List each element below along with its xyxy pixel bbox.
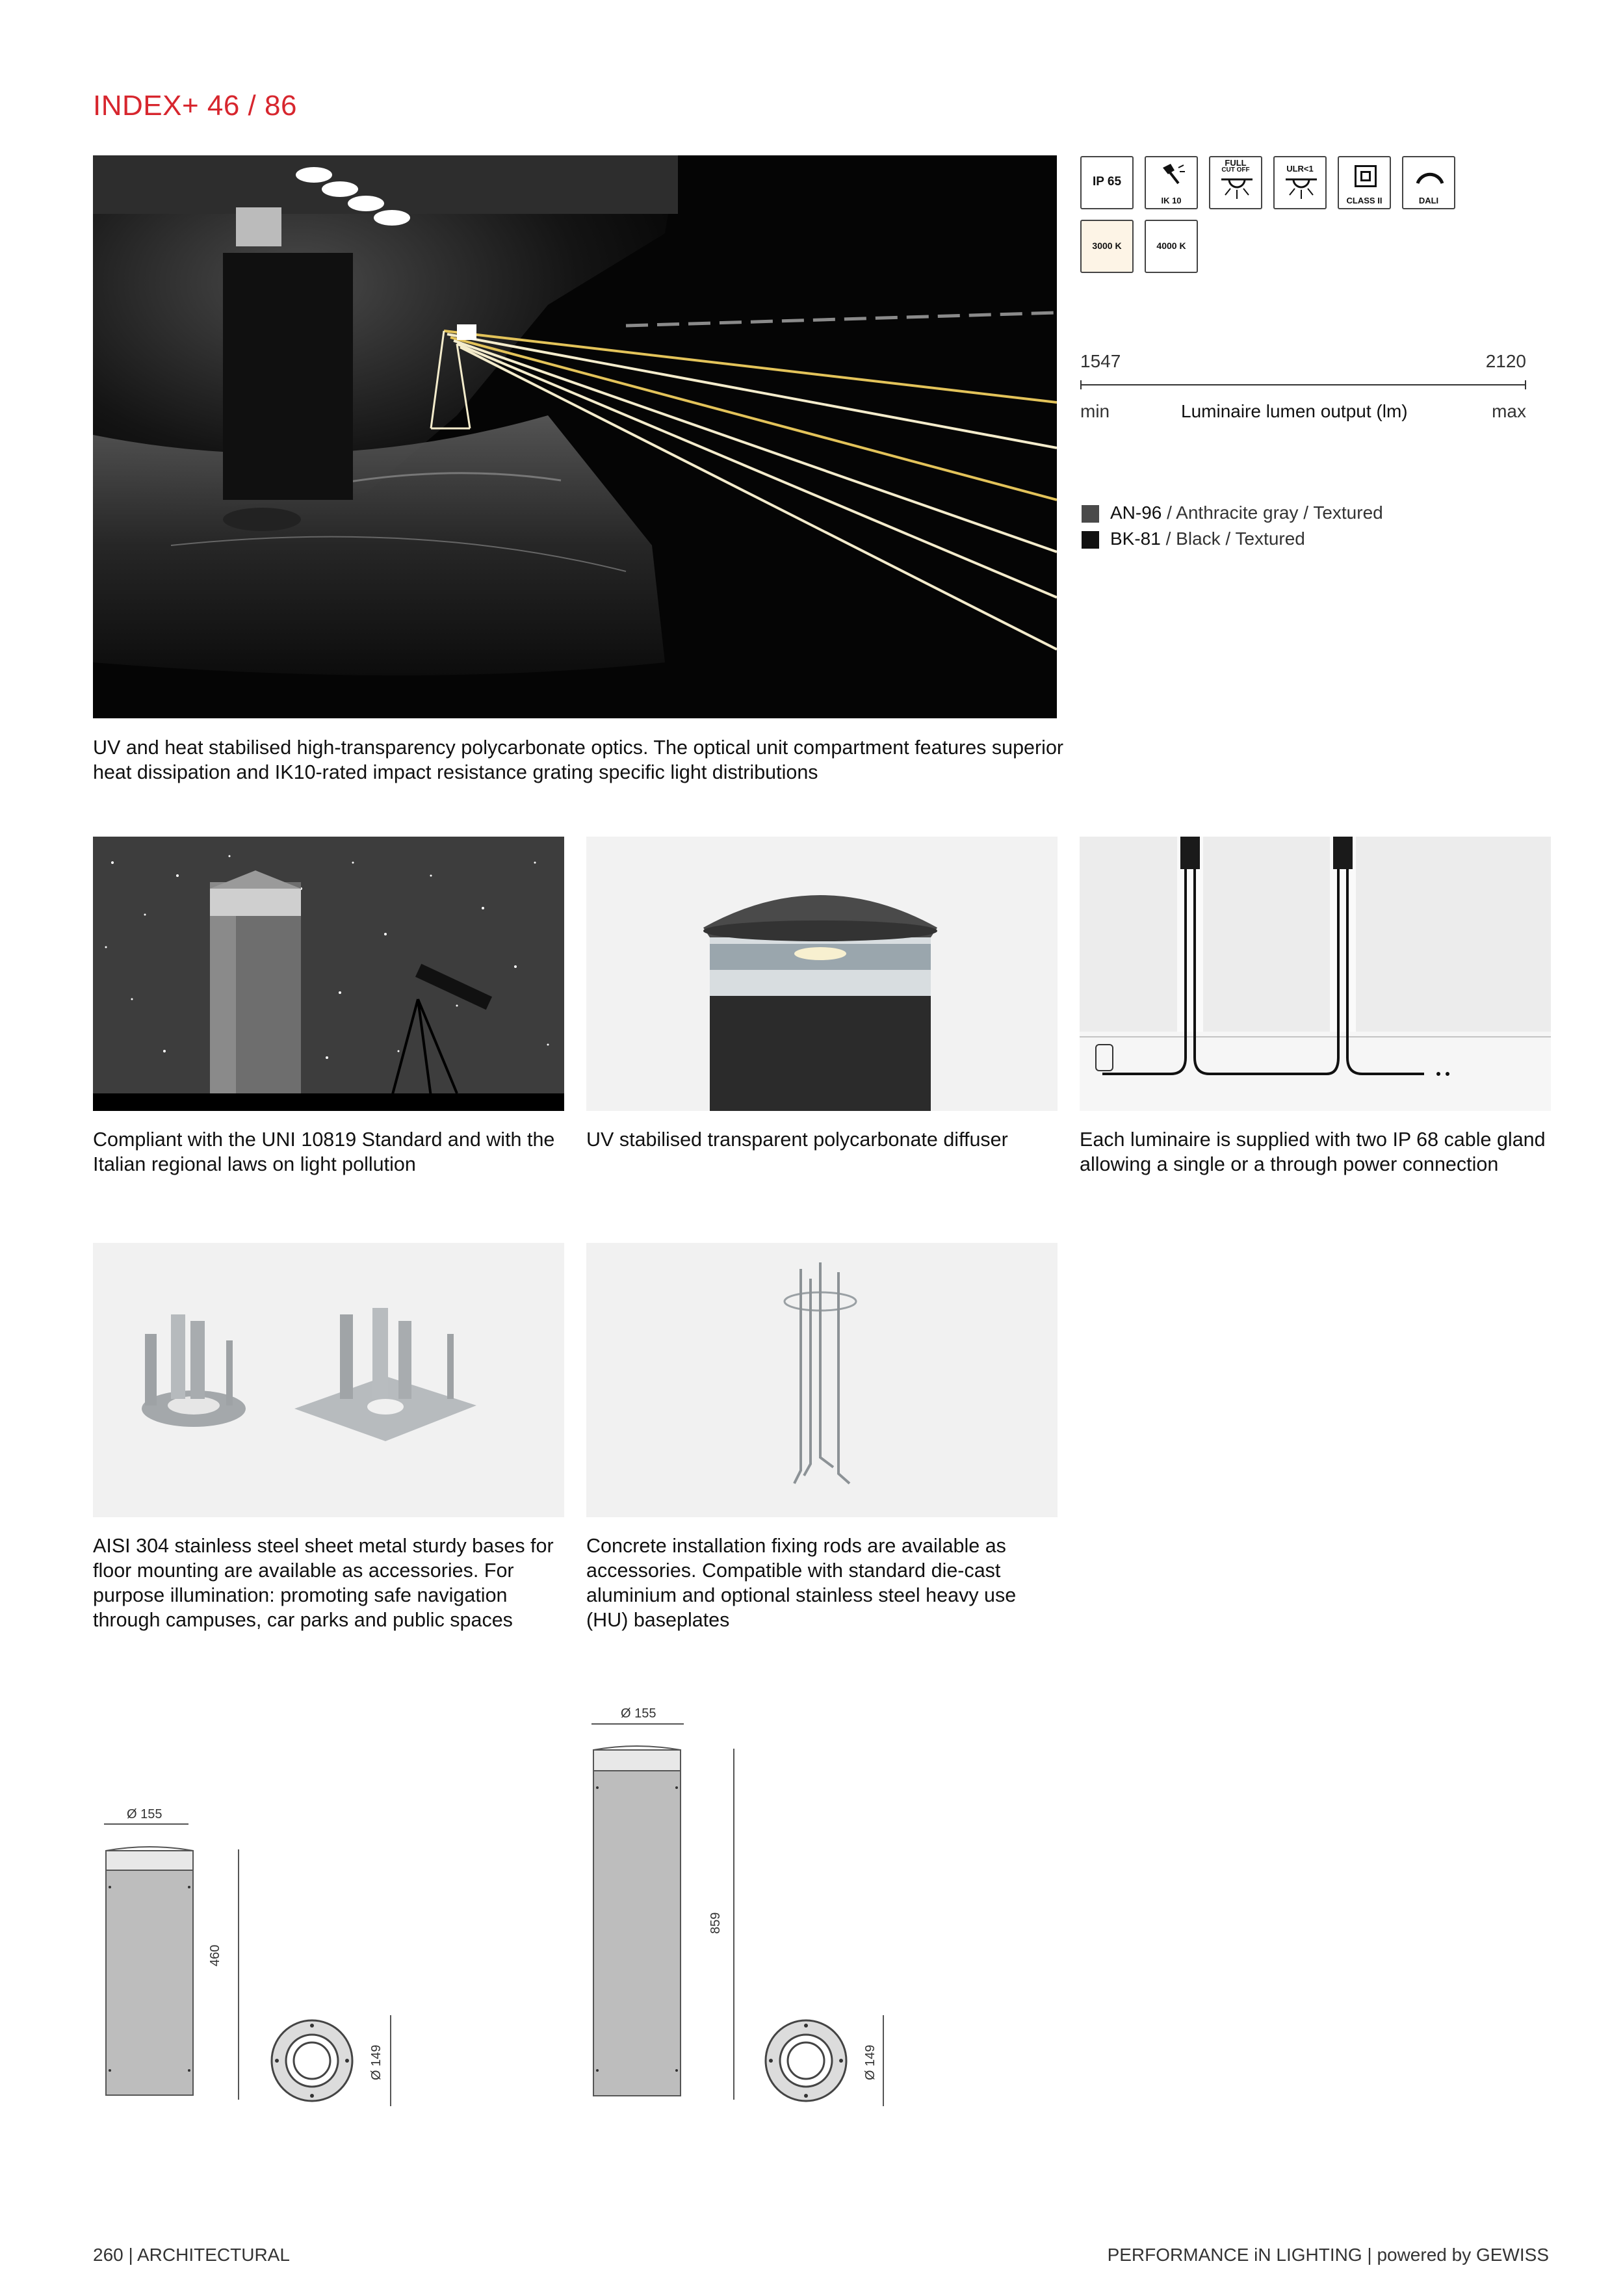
hero-optics-image [93,155,1057,718]
footer-brand: PERFORMANCE iN LIGHTING | powered by GEWISS [1107,2245,1549,2265]
short-height-label: 460 [208,1944,222,1966]
ulr-badge: ULR<1 [1273,156,1327,209]
tall-height-label: 859 [708,1912,723,1934]
bases-image [93,1243,564,1517]
downlight-icon [1219,177,1255,203]
cable-caption: Each luminaire is supplied with two IP 68 cable gland allowing a single or a through power connection [1080,1128,1546,1175]
footer-page-section: 260 | ARCHITECTURAL [93,2245,290,2265]
dimmer-arc-icon [1414,164,1446,186]
lumen-max-label: max [1492,401,1526,421]
hammer-icon [1159,161,1185,187]
tall-height-line [733,1749,734,2100]
short-height-line [238,1849,239,2100]
pollution-caption: Compliant with the UNI 10819 Standard and with the Italian regional laws on light pollution [93,1128,555,1175]
lumen-min-value: 1547 [1080,351,1121,371]
cable-gland-image [1080,837,1551,1111]
short-base-diameter-label: Ø 149 [369,2044,383,2080]
rods-caption: Concrete installation fixing rods are available as accessories. Compatible with standard die-cast aluminium and optional stainless steel heavy use (HU) baseplates [586,1535,1017,1631]
page-title: INDEX+ 46 / 86 [93,90,297,122]
color-option-an96: AN-96 / Anthracite gray / Textured [1110,502,1383,523]
lumen-title: Luminaire lumen output (lm) [1181,401,1408,421]
diffuser-image [586,837,1058,1111]
tall-diameter-label: Ø 155 [621,1706,656,1721]
short-bollard-drawing [101,1843,198,2103]
hero-caption: UV and heat stabilised high-transparency polycarbonate optics. The optical unit compartment features superior heat dissipation and IK10-rated impact resistance grating specific light distributions [93,737,1064,783]
short-base-plan [266,2015,357,2106]
ulr-light-icon [1283,177,1319,203]
tall-base-plan [760,2015,851,2106]
tall-base-diameter-label: Ø 149 [863,2044,877,2080]
cct-3000k-badge: 3000 K [1080,220,1134,273]
color-option-bk81: BK-81 / Black / Textured [1110,528,1305,549]
cct-4000k-badge: 4000 K [1145,220,1198,273]
bases-caption: AISI 304 stainless steel sheet metal sturdy bases for floor mounting are available as accessories. For purpose illumination: promoting safe navigation through campuses, car parks and public spaces [93,1535,554,1631]
color-swatch-an96 [1082,505,1099,523]
lumen-max-value: 2120 [1485,351,1526,371]
light-pollution-image [93,837,564,1111]
ip65-badge: IP 65 [1080,156,1134,209]
fixing-rods-image [586,1243,1058,1517]
double-square-icon [1355,165,1377,187]
short-diameter-label: Ø 155 [127,1807,162,1821]
lumen-range-line [1080,384,1526,385]
class2-badge: CLASS II [1338,156,1391,209]
full-cut-off-badge: FULL CUT OFF [1209,156,1262,209]
ik10-badge: IK 10 [1145,156,1198,209]
dali-badge: DALI [1402,156,1455,209]
lumen-min-label: min [1080,401,1110,421]
diffuser-caption: UV stabilised transparent polycarbonate diffuser [586,1128,1008,1151]
color-swatch-bk81 [1082,531,1099,549]
tall-bollard-drawing [588,1742,686,2106]
